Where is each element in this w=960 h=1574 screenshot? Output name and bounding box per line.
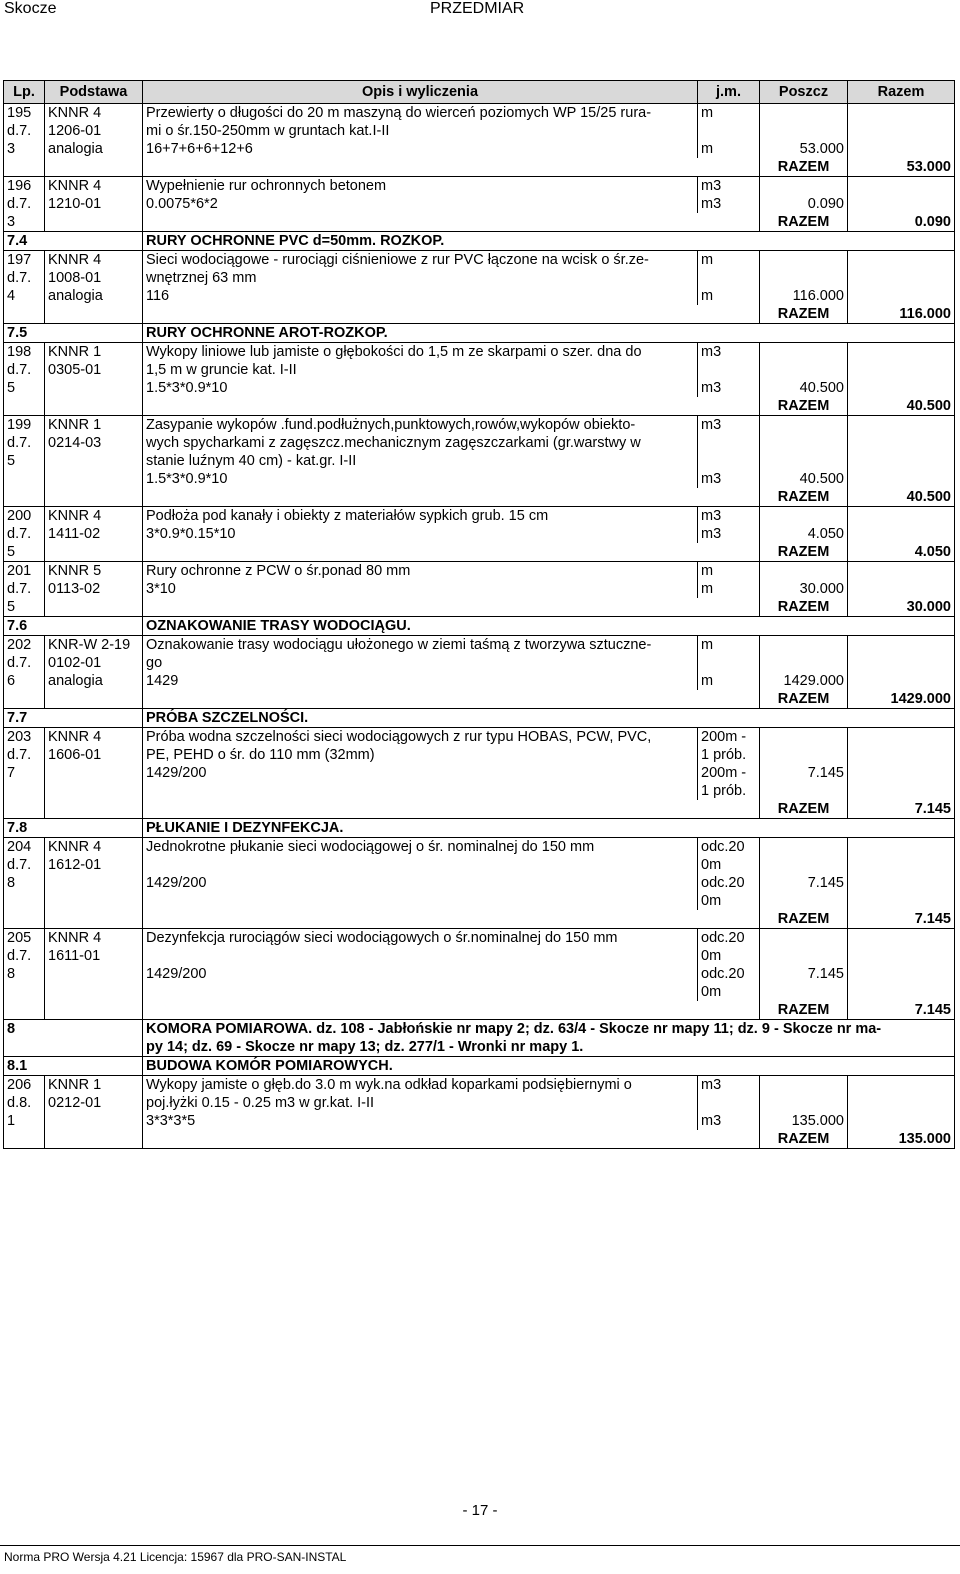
item-razem-empty [848, 177, 955, 196]
section-title: KOMORA POMIAROWA. dz. 108 - Jabłońskie nr mapy 2; dz. 63/4 - Skocze nr mapy 11; dz. 9 - Skocze nr ma- py 14; dz. 69 - Skocze nr mapy 13; dz. 277/1 - Wronki nr mapy 1. [143, 1020, 955, 1057]
razem-row [4, 690, 955, 709]
section-number: 7.7 [4, 709, 143, 728]
item-jm: m [698, 562, 760, 581]
table-row [4, 177, 955, 196]
item-calc-jm: odc.20 0m [698, 965, 760, 1001]
razem-label: RAZEM [760, 800, 848, 819]
razem-label: RAZEM [760, 543, 848, 562]
item-razem-empty [848, 379, 955, 397]
table-row [4, 416, 955, 471]
item-poszcz: 30.000 [760, 580, 848, 598]
table-body [4, 104, 955, 1149]
calc-row [4, 965, 955, 1001]
col-jm: j.m. [698, 81, 760, 104]
item-podstawa: KNNR 1 0214-03 [45, 416, 143, 507]
item-razem-empty [848, 416, 955, 471]
item-lp: 198 d.7. 5 [4, 343, 45, 416]
table-row [4, 251, 955, 288]
item-poszcz: 40.500 [760, 470, 848, 488]
razem-row [4, 1001, 955, 1020]
item-jm: m [698, 104, 760, 141]
section-row [4, 709, 955, 728]
razem-spacer [143, 158, 760, 177]
item-calc: 0.0075*6*2 [143, 195, 698, 213]
item-podstawa: KNNR 4 1611-01 [45, 929, 143, 1020]
item-poszcz-empty [760, 416, 848, 471]
item-razem-empty [848, 929, 955, 966]
item-poszcz: 40.500 [760, 379, 848, 397]
item-razem-empty [848, 507, 955, 526]
razem-value: 40.500 [848, 397, 955, 416]
table-row [4, 728, 955, 765]
item-calc-jm: m3 [698, 195, 760, 213]
item-opis: Dezynfekcja rurociągów sieci wodociągowych o śr.nominalnej do 150 mm [143, 929, 698, 966]
item-poszcz-empty [760, 343, 848, 380]
col-opis: Opis i wyliczenia [143, 81, 698, 104]
section-title: PŁUKANIE I DEZYNFEKCJA. [143, 819, 955, 838]
razem-row [4, 397, 955, 416]
item-poszcz: 1429.000 [760, 672, 848, 690]
table-row [4, 562, 955, 581]
item-razem-empty [848, 525, 955, 543]
item-poszcz: 7.145 [760, 874, 848, 910]
item-poszcz-empty [760, 728, 848, 765]
calc-row [4, 764, 955, 800]
col-lp: Lp. [4, 81, 45, 104]
item-razem-empty [848, 195, 955, 213]
item-poszcz-empty [760, 177, 848, 196]
item-razem-empty [848, 343, 955, 380]
section-number: 8.1 [4, 1057, 143, 1076]
razem-value: 7.145 [848, 1001, 955, 1020]
calc-row [4, 525, 955, 543]
item-jm: m3 [698, 177, 760, 196]
item-jm: odc.20 0m [698, 929, 760, 966]
item-jm: odc.20 0m [698, 838, 760, 875]
item-calc-jm: m3 [698, 379, 760, 397]
item-calc-jm: m3 [698, 1112, 760, 1130]
razem-value: 53.000 [848, 158, 955, 177]
section-number: 7.6 [4, 617, 143, 636]
item-podstawa: KNNR 4 1612-01 [45, 838, 143, 929]
section-title: RURY OCHRONNE AROT-ROZKOP. [143, 324, 955, 343]
item-calc: 3*0.9*0.15*10 [143, 525, 698, 543]
item-razem-empty [848, 874, 955, 910]
razem-row [4, 543, 955, 562]
table-row [4, 838, 955, 875]
razem-label: RAZEM [760, 690, 848, 709]
section-title: PRÓBA SZCZELNOŚCI. [143, 709, 955, 728]
razem-spacer [143, 305, 760, 324]
item-calc: 1429 [143, 672, 698, 690]
footer-divider [0, 1545, 960, 1546]
section-number: 8 [4, 1020, 143, 1057]
razem-spacer [143, 213, 760, 232]
item-razem-empty [848, 1076, 955, 1113]
item-jm: m [698, 636, 760, 673]
item-jm: m3 [698, 507, 760, 526]
item-poszcz: 135.000 [760, 1112, 848, 1130]
calc-row [4, 470, 955, 488]
item-razem-empty [848, 636, 955, 673]
item-razem-empty [848, 838, 955, 875]
footer-note: Norma PRO Wersja 4.21 Licencja: 15967 dla PRO-SAN-INSTAL [4, 1550, 347, 1564]
item-poszcz: 7.145 [760, 764, 848, 800]
razem-row [4, 1130, 955, 1149]
section-number: 7.4 [4, 232, 143, 251]
col-poszcz: Poszcz [760, 81, 848, 104]
item-lp: 196 d.7. 3 [4, 177, 45, 232]
razem-value: 7.145 [848, 800, 955, 819]
item-opis: Próba wodna szczelności sieci wodociągowych z rur typu HOBAS, PCW, PVC, PE, PEHD o śr. do 110 mm (32mm) [143, 728, 698, 765]
item-lp: 204 d.7. 8 [4, 838, 45, 929]
section-title: OZNAKOWANIE TRASY WODOCIĄGU. [143, 617, 955, 636]
item-lp: 199 d.7. 5 [4, 416, 45, 507]
calc-row [4, 1112, 955, 1130]
section-row [4, 1020, 955, 1057]
item-lp: 197 d.7. 4 [4, 251, 45, 324]
razem-label: RAZEM [760, 158, 848, 177]
item-opis: Podłoża pod kanały i obiekty z materiałów sypkich grub. 15 cm [143, 507, 698, 526]
razem-value: 116.000 [848, 305, 955, 324]
item-podstawa: KNNR 1 0305-01 [45, 343, 143, 416]
calc-row [4, 140, 955, 158]
razem-value: 7.145 [848, 910, 955, 929]
section-title: BUDOWA KOMÓR POMIAROWYCH. [143, 1057, 955, 1076]
col-podstawa: Podstawa [45, 81, 143, 104]
razem-spacer [143, 800, 760, 819]
calc-row [4, 874, 955, 910]
item-razem-empty [848, 672, 955, 690]
calc-row [4, 287, 955, 305]
item-lp: 203 d.7. 7 [4, 728, 45, 819]
item-poszcz: 4.050 [760, 525, 848, 543]
item-opis: Wykopy liniowe lub jamiste o głębokości do 1,5 m ze skarpami o szer. dna do 1,5 m w gruncie kat. I-II [143, 343, 698, 380]
item-poszcz-empty [760, 636, 848, 673]
item-razem-empty [848, 1112, 955, 1130]
razem-value: 135.000 [848, 1130, 955, 1149]
razem-label: RAZEM [760, 488, 848, 507]
item-calc-jm: m [698, 287, 760, 305]
item-poszcz-empty [760, 1076, 848, 1113]
section-number: 7.5 [4, 324, 143, 343]
item-opis: Przewierty o długości do 20 m maszyną do wierceń poziomych WP 15/25 rura- mi o śr.150-250mm w gruntach kat.I-II [143, 104, 698, 141]
section-row [4, 819, 955, 838]
razem-spacer [143, 397, 760, 416]
item-opis: Zasypanie wykopów .fund.podłużnych,punktowych,rowów,wykopów obiekto- wych spycharkami z zagęszcz.mechanicznym zagęszczarkami (gr.warstwy w stanie luźnym 40 cm) - kat.gr. I-II [143, 416, 698, 471]
calc-row [4, 379, 955, 397]
page-number: - 17 - [462, 1502, 498, 1519]
calc-row [4, 195, 955, 213]
razem-spacer [143, 1130, 760, 1149]
item-calc: 1429/200 [143, 874, 698, 910]
razem-label: RAZEM [760, 305, 848, 324]
razem-value: 0.090 [848, 213, 955, 232]
item-opis: Sieci wodociągowe - rurociągi ciśnieniowe z rur PVC łączone na wcisk o śr.ze- wnętrznej 63 mm [143, 251, 698, 288]
item-poszcz-empty [760, 562, 848, 581]
item-opis: Jednokrotne płukanie sieci wodociągowej o śr. nominalnej do 150 mm [143, 838, 698, 875]
item-poszcz: 53.000 [760, 140, 848, 158]
kosztorys-table [3, 80, 955, 1149]
razem-label: RAZEM [760, 213, 848, 232]
item-razem-empty [848, 764, 955, 800]
section-number: 7.8 [4, 819, 143, 838]
item-razem-empty [848, 728, 955, 765]
item-calc-jm: m [698, 140, 760, 158]
item-calc-jm: m [698, 580, 760, 598]
item-poszcz-empty [760, 507, 848, 526]
item-poszcz: 0.090 [760, 195, 848, 213]
item-podstawa: KNNR 4 1206-01 analogia [45, 104, 143, 177]
item-jm: m [698, 251, 760, 288]
item-lp: 205 d.7. 8 [4, 929, 45, 1020]
razem-spacer [143, 690, 760, 709]
item-calc-jm: m3 [698, 525, 760, 543]
razem-value: 1429.000 [848, 690, 955, 709]
item-poszcz: 116.000 [760, 287, 848, 305]
item-lp: 195 d.7. 3 [4, 104, 45, 177]
item-calc-jm: m [698, 672, 760, 690]
razem-value: 40.500 [848, 488, 955, 507]
table-row [4, 636, 955, 673]
item-razem-empty [848, 562, 955, 581]
item-opis: Oznakowanie trasy wodociągu ułożonego w ziemi taśmą z tworzywa sztuczne- go [143, 636, 698, 673]
section-row [4, 1057, 955, 1076]
item-podstawa: KNR-W 2-19 0102-01 analogia [45, 636, 143, 709]
item-jm: m3 [698, 416, 760, 471]
table-header-row [4, 81, 955, 104]
razem-row [4, 910, 955, 929]
table-row [4, 343, 955, 380]
item-lp: 202 d.7. 6 [4, 636, 45, 709]
item-lp: 206 d.8. 1 [4, 1076, 45, 1149]
razem-row [4, 800, 955, 819]
item-calc: 1429/200 [143, 764, 698, 800]
section-row [4, 324, 955, 343]
item-jm: m3 [698, 1076, 760, 1113]
section-row [4, 232, 955, 251]
item-poszcz-empty [760, 104, 848, 141]
col-razem: Razem [848, 81, 955, 104]
item-calc-jm: m3 [698, 470, 760, 488]
razem-value: 30.000 [848, 598, 955, 617]
razem-label: RAZEM [760, 397, 848, 416]
item-calc: 1429/200 [143, 965, 698, 1001]
item-podstawa: KNNR 4 1411-02 [45, 507, 143, 562]
razem-row [4, 598, 955, 617]
item-razem-empty [848, 470, 955, 488]
item-calc: 3*3*3*5 [143, 1112, 698, 1130]
item-poszcz-empty [760, 251, 848, 288]
razem-label: RAZEM [760, 1130, 848, 1149]
item-razem-empty [848, 251, 955, 288]
item-calc: 116 [143, 287, 698, 305]
item-razem-empty [848, 140, 955, 158]
item-calc: 16+7+6+6+12+6 [143, 140, 698, 158]
item-opis: Wypełnienie rur ochronnych betonem [143, 177, 698, 196]
item-lp: 200 d.7. 5 [4, 507, 45, 562]
razem-spacer [143, 543, 760, 562]
razem-label: RAZEM [760, 598, 848, 617]
header-title: PRZEDMIAR [430, 0, 525, 17]
item-razem-empty [848, 104, 955, 141]
razem-spacer [143, 1001, 760, 1020]
item-poszcz-empty [760, 929, 848, 966]
calc-row [4, 580, 955, 598]
table-row [4, 1076, 955, 1113]
item-jm: m3 [698, 343, 760, 380]
item-calc: 3*10 [143, 580, 698, 598]
item-podstawa: KNNR 4 1606-01 [45, 728, 143, 819]
razem-row [4, 305, 955, 324]
item-calc-jm: 200m - 1 prób. [698, 764, 760, 800]
calc-row [4, 672, 955, 690]
table-row [4, 929, 955, 966]
item-jm: 200m - 1 prób. [698, 728, 760, 765]
item-razem-empty [848, 287, 955, 305]
item-razem-empty [848, 965, 955, 1001]
item-lp: 201 d.7. 5 [4, 562, 45, 617]
item-poszcz: 7.145 [760, 965, 848, 1001]
item-podstawa: KNNR 4 1008-01 analogia [45, 251, 143, 324]
razem-spacer [143, 910, 760, 929]
section-row [4, 617, 955, 636]
header-left: Skocze [4, 0, 57, 17]
section-title: RURY OCHRONNE PVC d=50mm. ROZKOP. [143, 232, 955, 251]
table-row [4, 104, 955, 141]
item-calc: 1.5*3*0.9*10 [143, 379, 698, 397]
razem-spacer [143, 488, 760, 507]
item-podstawa: KNNR 5 0113-02 [45, 562, 143, 617]
razem-spacer [143, 598, 760, 617]
item-opis: Wykopy jamiste o głęb.do 3.0 m wyk.na odkład koparkami podsiębiernymi o poj.łyżki 0.15 - 0.25 m3 w gr.kat. I-II [143, 1076, 698, 1113]
razem-row [4, 158, 955, 177]
razem-row [4, 213, 955, 232]
razem-label: RAZEM [760, 910, 848, 929]
item-opis: Rury ochronne z PCW o śr.ponad 80 mm [143, 562, 698, 581]
razem-row [4, 488, 955, 507]
item-calc: 1.5*3*0.9*10 [143, 470, 698, 488]
table-row [4, 507, 955, 526]
razem-value: 4.050 [848, 543, 955, 562]
item-podstawa: KNNR 4 1210-01 [45, 177, 143, 232]
item-podstawa: KNNR 1 0212-01 [45, 1076, 143, 1149]
razem-label: RAZEM [760, 1001, 848, 1020]
item-calc-jm: odc.20 0m [698, 874, 760, 910]
item-razem-empty [848, 580, 955, 598]
item-poszcz-empty [760, 838, 848, 875]
